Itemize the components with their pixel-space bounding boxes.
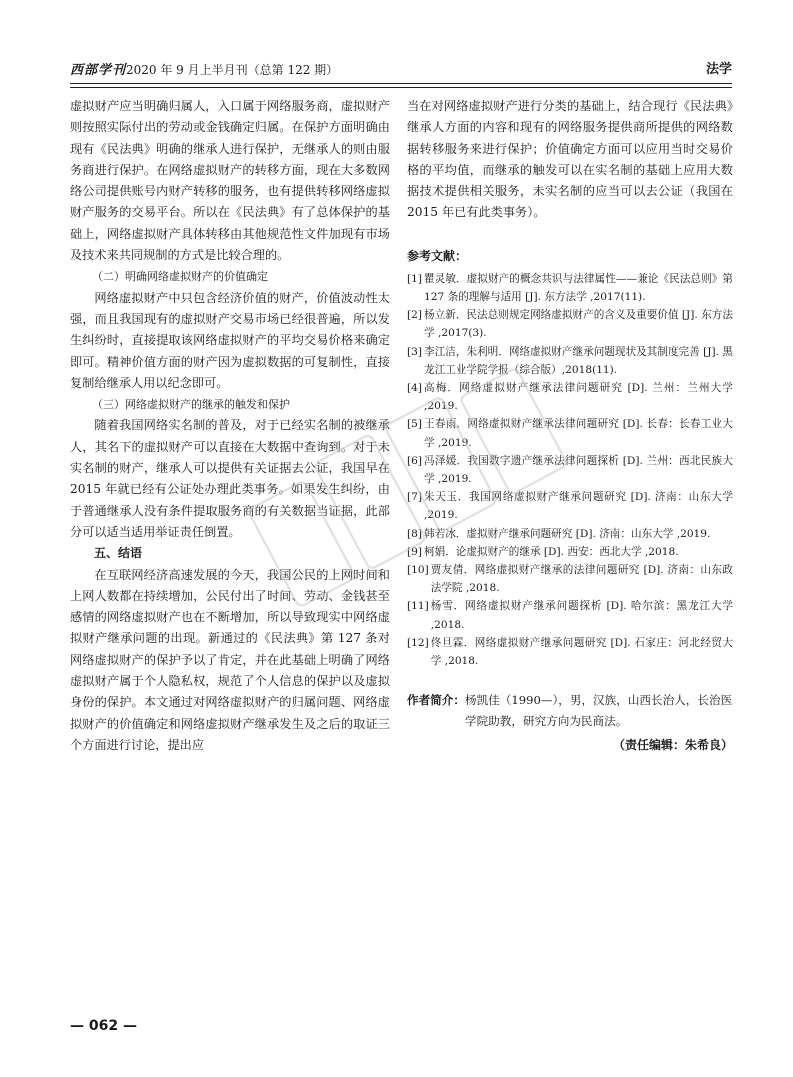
body-paragraph: 当在对网络虚拟财产进行分类的基础上，结合现行《民法典》继承人方面的内容和现有的网络服务提供商所提供的网络数据转移服务来进行保护；价值确定方面可以应用当时交易价格的平均值，而继承的触发可以在实名制的基础上应用大数据技术提供相关服务，未实名制的应当可以去公证（我国在 2015 年已有此类事务）。 xyxy=(407,99,733,220)
reference-text: 韩若冰．虚拟财产继承问题研究 [D]. 济南：山东大学 ,2019. xyxy=(424,527,711,540)
reference-item xyxy=(407,634,733,670)
reference-number: [5] xyxy=(407,418,423,431)
reference-text: 冯泽媛．我国数字遗产继承法律问题探析 [D]. 兰州：西北民族大学 ,2019. xyxy=(424,454,733,486)
responsible-editor: （责任编辑：朱希良） xyxy=(612,738,733,753)
reference-item xyxy=(407,543,733,561)
author-bio-text: 杨凯佳（1990—），男，汉族，山西长治人，长治医学院助教，研究方向为民商法。 xyxy=(464,693,733,729)
reference-item xyxy=(407,343,733,379)
reference-item xyxy=(407,525,733,543)
section-label: 法学 xyxy=(705,62,732,77)
reference-number: [7] xyxy=(407,491,423,504)
reference-text: 杨立新．民法总则规定网络虚拟财产的含义及重要价值 [J]. 东方法学 ,2017(3). xyxy=(424,309,733,340)
reference-item xyxy=(407,270,733,306)
reference-text: 柯娟．论虚拟财产的继承 [D]. 西安：西北大学 ,2018. xyxy=(424,545,679,558)
reference-item xyxy=(407,597,733,633)
left-column xyxy=(70,96,390,756)
header-rule-thick xyxy=(70,83,732,84)
references-title: 参考文献： xyxy=(407,248,468,263)
reference-number: [4] xyxy=(407,382,423,394)
journal-logo: 西部学刊 xyxy=(70,63,127,78)
reference-number: [8] xyxy=(407,527,423,540)
header-rule-thin xyxy=(70,87,732,88)
body-paragraph: 随着我国网络实名制的普及，对于已经实名制的被继承人，其名下的虚拟财产可以直接在大数据中查询到。对于未实名制的财产，继承人可以提供有关证据去公证，我国早在 2015 年就已经有公证处办理此类事务。如果发生纠纷，由于普通继承人没有条件提取服务商的有关数据当证据，此部分可以适当适用举证责任倒置。 xyxy=(70,418,390,539)
reference-number: [2] xyxy=(407,309,423,322)
reference-number: [1] xyxy=(407,272,423,285)
references-list xyxy=(407,270,733,670)
journal-info xyxy=(70,60,338,81)
reference-item xyxy=(407,379,733,415)
author-bio xyxy=(407,690,733,732)
page-header xyxy=(70,60,732,82)
issue-info: 2020 年 9 月上半月刊（总第 122 期） xyxy=(126,63,339,77)
body-paragraph: 虚拟财产应当明确归属人，入口属于网络服务商，虚拟财产则按照实际付出的劳动或金钱确定归属。在保护方面明确由现有《民法典》明确的继承人进行保护，无继承人的则由服务商进行保护。在网络虚拟财产的转移方面，现在大多数网络公司提供账号内财产转移的服务，也有提供转移网络虚拟财产服务的交易平台。所以在《民法典》有了总体保护的基础上，网络虚拟财产具体转移由其他规范性文件加现有市场及技术来共同规制的方式是比较合理的。 xyxy=(70,99,390,263)
reference-text: 李江洁，朱利明．网络虚拟财产继承问题现状及其制度完善 [J]. 黑龙江工业学院学报（综合版）,2018(11). xyxy=(424,345,733,376)
reference-number: [6] xyxy=(407,454,423,467)
reference-number: [3] xyxy=(407,345,423,358)
reference-item xyxy=(407,452,733,488)
author-bio-label: 作者简介： xyxy=(407,693,465,708)
reference-text: 王春雨．网络虚拟财产继承法律问题研究 [D]. 长春：长春工业大学 ,2019. xyxy=(424,418,733,449)
reference-item xyxy=(407,561,733,597)
reference-number: [11] xyxy=(407,600,429,613)
reference-text: 贾友倩．网络虚拟财产继承的法律问题研究 [D]. 济南：山东政法学院 ,2018. xyxy=(430,564,733,595)
body-paragraph: 网络虚拟财产中只包含经济价值的财产，价值波动性太强，而且我国现有的虚拟财产交易市场已经很普遍，所以发生纠纷时，直接提取该网络虚拟财产的平均交易价格来确定即可。精神价值方面的财产因为虚拟数据的可复制性，直接复制给继承人用以纪念即可。 xyxy=(70,290,390,390)
body-paragraph: 在互联网经济高速发展的今天，我国公民的上网时间和上网人数都在持续增加，公民付出了时间、劳动、金钱甚至感情的网络虚拟财产也在不断增加，所以导致现实中网络虚拟财产继承问题的出现。新通过的《民法典》第 127 条对网络虚拟财产的保护予以了肯定，并在此基础上明确了网络虚拟财产属于个人隐私权，规范了个人信息的保护以及虚拟身份的保护。本文通过对网络虚拟财产的归属问题、网络虚拟财产的价值确定和网络虚拟财产继承发生及之后的取证三个方面进行讨论，提出应 xyxy=(70,567,390,752)
reference-item xyxy=(407,488,733,524)
reference-number: [9] xyxy=(407,545,423,558)
reference-item xyxy=(407,415,733,451)
right-column xyxy=(407,96,733,756)
subsection-heading: （二）明确网络虚拟财产的价值确定 xyxy=(92,270,268,284)
subsection-heading: （三）网络虚拟财产的继承的触发和保护 xyxy=(92,398,290,412)
reference-text: 杨雪．网络虚拟财产继承问题探析 [D]. 哈尔滨：黑龙江大学 ,2018. xyxy=(430,600,733,631)
reference-text: 高梅．网络虚拟财产继承法律问题研究 [D]. 兰州：兰州大学 ,2019. xyxy=(424,382,733,413)
page-number: — 062 — xyxy=(70,1018,137,1034)
reference-number: [10] xyxy=(407,564,429,577)
reference-number: [12] xyxy=(407,636,429,649)
reference-text: 佟旦霖．网络虚拟财产继承问题研究 [D]. 石家庄：河北经贸大学 ,2018. xyxy=(430,636,733,668)
reference-text: 朱天玉．我国网络虚拟财产继承问题研究 [D]. 济南：山东大学 ,2019. xyxy=(424,491,733,522)
reference-item xyxy=(407,306,733,342)
reference-text: 瞿灵敏．虚拟财产的概念共识与法律属性——兼论《民法总则》第 127 条的理解与适用 [J]. 东方法学 ,2017(11). xyxy=(424,272,733,303)
section-heading: 五、结语 xyxy=(94,546,143,561)
